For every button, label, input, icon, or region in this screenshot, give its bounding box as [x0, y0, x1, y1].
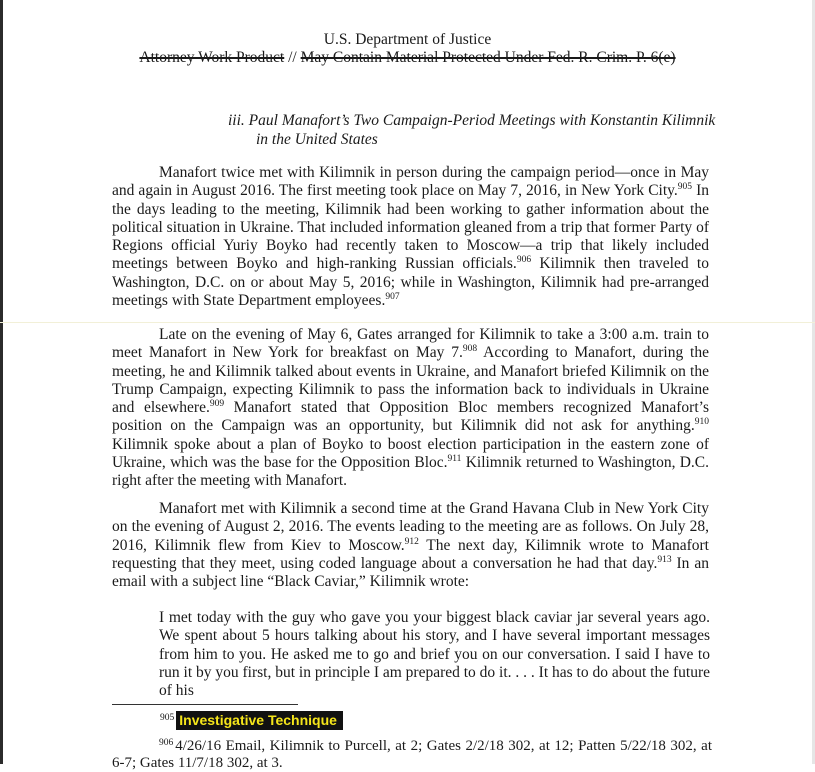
p3-sentence-3: In an email with a subject line “Black Caviar,” Kilimnik wrote:	[112, 554, 710, 591]
page-edge-left	[0, 0, 3, 764]
paragraph-august-meeting	[112, 500, 709, 591]
scan-fold-line	[0, 322, 815, 323]
paragraph-breakfast-meeting	[112, 326, 709, 491]
p3-sentence-1: Manafort met with Kilimnik a second time at the Grand Havana Club in New York City on the evening of August 2, 2016. The events leading to the meeting are as follows. On July 28, 2016, Kilimnik flew from Kiev to Moscow.	[112, 500, 709, 554]
p1-sentence-2: In the days leading to the meeting, Kilimnik had been working to gather information about the political situation in Ukraine. That included information gleaned from a trip that former Party of Regions official Yuriy Boyko had recently taken to Moscow—a trip that likely included meetings between Boyko and high-ranking Russian officials.	[112, 182, 709, 273]
footnote-number: 906	[159, 738, 174, 748]
footnote-ref: 910	[694, 417, 709, 428]
footnote-905	[160, 710, 720, 730]
p1-sentence-1: Manafort twice met with Kilimnik in person during the campaign period—once in May and again in August 2016. The first meeting took place on May 7, 2016, in New York City.	[112, 164, 709, 200]
footnote-ref: 905	[677, 182, 693, 193]
p1-sentence-3: Kilimnik then traveled to Washington, D.C. on or about May 5, 2016; while in Washington, Kilimnik had pre-arranged meetings with State Department employees.	[112, 255, 709, 310]
footnote-number: 905	[160, 713, 175, 723]
block-quote-email: I met today with the guy who gave you your biggest black caviar jar several years ago. We spent about 5 hours talking about his story, and I have several important messages from him to you. He asked me to go and brief you on our conversation. I said I have to run it by you first, but in principle I am prepared to do it. . . . It has to do about the future of his	[159, 609, 710, 700]
protection-header	[0, 49, 815, 67]
section-heading	[228, 111, 728, 149]
section-heading-line-2: in the United States	[256, 131, 378, 148]
p3-sentence-2: The next day, Kilimnik wrote to Manafort requesting that they meet, using coded language about a conversation he had that day.	[112, 536, 709, 572]
p2-sentence-1: Late on the evening of May 6, Gates arranged for Kilimnik to take a 3:00 a.m. train to meet Manafort in New York for breakfast on May 7.	[112, 326, 709, 362]
section-heading-line-1: iii. Paul Manafort’s Two Campaign-Period Meetings with Konstantin Kilimnik	[228, 112, 716, 129]
footnote-ref: 906	[516, 255, 532, 266]
p2-sentence-3: Manafort stated that Opposition Bloc members recognized Manafort’s position on the Campaign was an opportunity, but Kilimnik did not ask for anything.	[112, 399, 709, 435]
p2-sentence-5: Kilimnik returned to Washington, D.C. right after the meeting with Manafort.	[112, 454, 710, 490]
footnote-ref: 907	[385, 292, 400, 303]
footnote-divider	[112, 704, 298, 705]
paragraph-may-meeting	[112, 164, 709, 310]
header-separator: //	[284, 49, 301, 66]
agency-header: U.S. Department of Justice	[323, 31, 492, 48]
footnote-ref: 911	[447, 454, 462, 465]
footnote-ref: 912	[404, 536, 419, 547]
footnote-ref: 909	[209, 399, 225, 410]
footnote-906	[112, 735, 712, 772]
p2-sentence-4: Kilimnik spoke about a plan of Boyko to boost election participation in the eastern zone of Ukraine, which was the base for the Opposition Bloc.	[112, 435, 709, 472]
footnote-ref: 908	[462, 344, 478, 355]
rule-6e-label: May Contain Material Protected Under Fed. R. Crim. P. 6(e)	[300, 49, 676, 66]
work-product-label: Attorney Work Product	[139, 49, 285, 66]
redaction-box: Investigative Technique	[176, 711, 343, 730]
footnote-text: 4/26/16 Email, Kilimnik to Purcell, at 2; Gates 2/2/18 302, at 12; Patten 5/22/18 302, at 6-7; Gates 11/7/18 302, at 3.	[112, 738, 712, 771]
p2-sentence-2: According to Manafort, during the meeting, he and Kilimnik talked about events in Ukraine, and Manafort briefed Kilimnik on the Trump Campaign, expecting Kilimnik to pass the information back to individuals in Ukraine and elsewhere.	[112, 344, 709, 417]
footnote-ref: 913	[657, 554, 672, 565]
